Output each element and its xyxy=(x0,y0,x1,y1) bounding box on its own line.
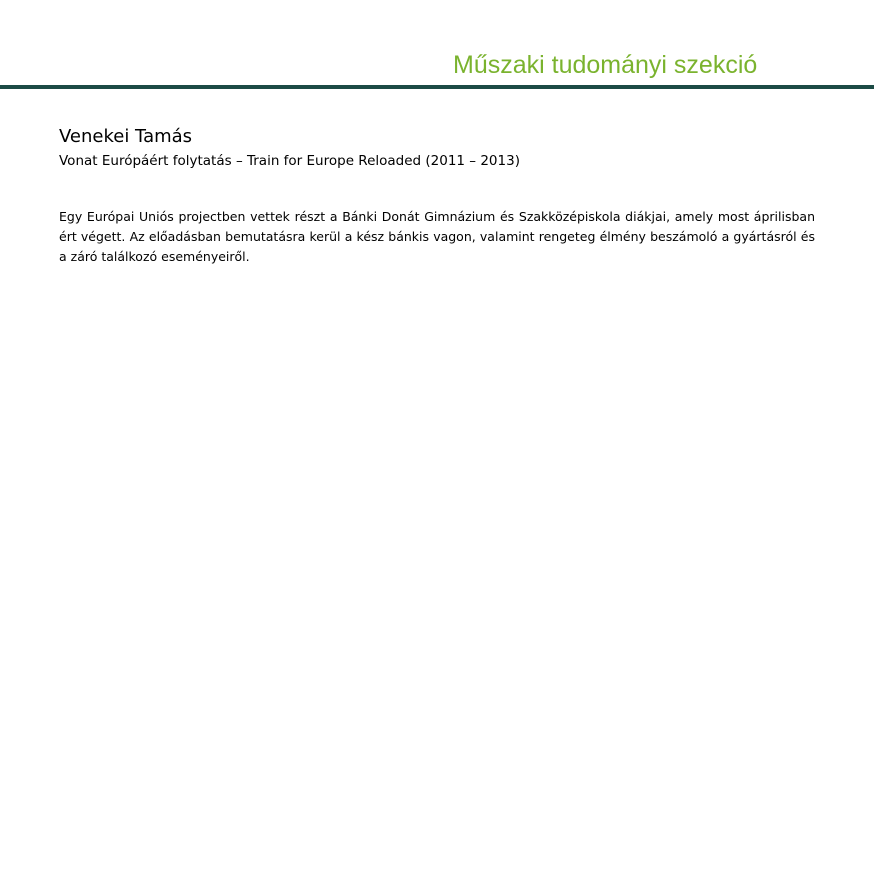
header-divider xyxy=(0,85,874,89)
section-title: Műszaki tudományi szekció xyxy=(453,51,758,79)
talk-title: Vonat Európáért folytatás – Train for Europe Reloaded (2011 – 2013) xyxy=(59,153,520,169)
author-name: Venekei Tamás xyxy=(59,126,193,147)
abstract-text: Egy Európai Uniós projectben vettek részt a Bánki Donát Gimnázium és Szakközépiskola diákjai, amely most áprilisban ért végett. Az előadásban bemutatásra kerül a kész bánkis vagon, valamint rengeteg élmény beszámoló a gyártásról és a záró találkozó eseményeiről. xyxy=(59,209,815,264)
